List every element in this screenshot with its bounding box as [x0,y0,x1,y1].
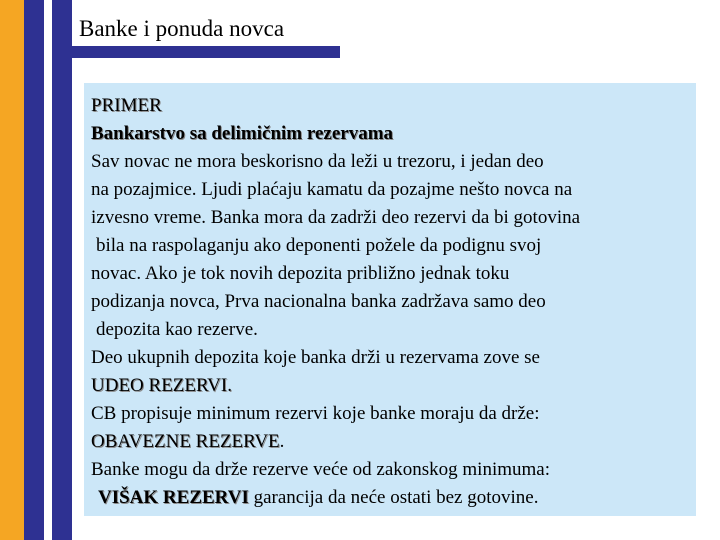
heading-topic: Bankarstvo sa delimičnim rezervama [91,123,394,144]
body-line-6: podizanja novca, Prva nacionalna banka zadržava samo deo [91,291,546,312]
left-white-gap [44,0,52,540]
term-required-reserves-line [91,428,695,456]
term-required-reserves: OBAVEZNE REZERVE [91,431,280,452]
body-line-7: depozita kao rezerve. [96,319,258,340]
body-line-4: bila na raspolaganju ako deponenti požele da podignu svoj [96,235,542,256]
body-line-2: na pozajmice. Ljudi plaćaju kamatu da pozajme nešto novca na [91,179,573,200]
body-line-9: CB propisuje minimum rezervi koje banke moraju da drže: [91,403,540,424]
left-orange-stripe [0,0,24,540]
content-text [91,92,695,512]
left-navy-stripe [24,0,44,540]
term-excess-reserves: VIŠAK REZERVI [98,487,249,508]
term-reserve-ratio: UDEO REZERVI. [91,375,232,396]
body-line-10: Banke mogu da drže rezerve veće od zakonskog minimuma: [91,459,550,480]
title-underline-bar [72,46,340,58]
term-excess-reserves-line [91,484,695,512]
body-line-11: garancija da neće ostati bez gotovine. [248,487,539,508]
slide-title: Banke i ponuda novca [79,16,285,41]
term-required-reserves-period: . [279,431,285,452]
body-line-3: izvesno vreme. Banka mora da zadrži deo rezervi da bi gotovina [91,207,581,228]
body-line-1: Sav novac ne mora beskorisno da leži u trezoru, i jedan deo [91,151,544,172]
body-line-5: novac. Ako je tok novih depozita približno jednak toku [91,263,510,284]
heading-primer: PRIMER [91,95,162,116]
body-line-8: Deo ukupnih depozita koje banka drži u rezervama zove se [91,347,540,368]
left-navy-stripe-inner [52,0,72,540]
